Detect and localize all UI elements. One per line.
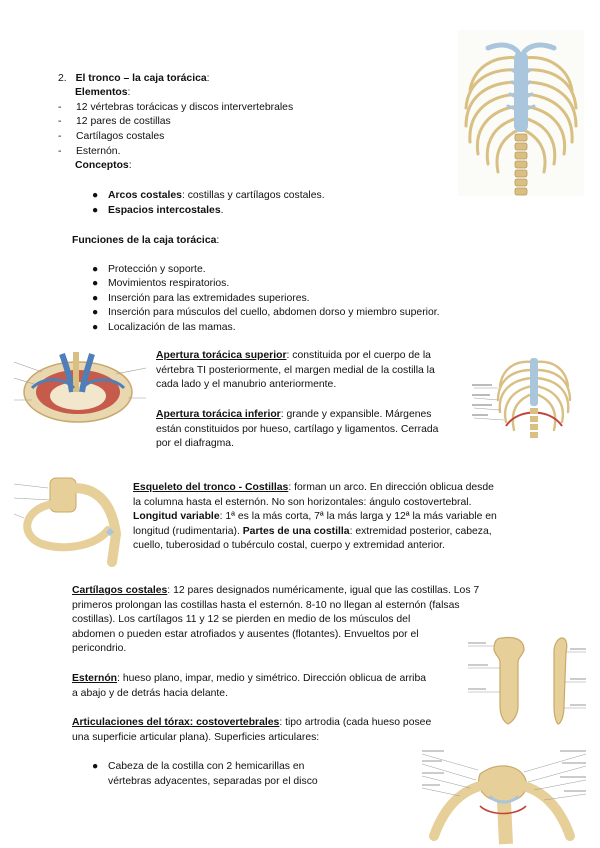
concept-term: Espacios intercostales — [108, 205, 221, 216]
list-item-text: 12 pares de costillas — [76, 116, 171, 127]
paragraph-line: : tipo artrodia (cada hueso posee — [279, 717, 432, 728]
concept-term: Arcos costales — [108, 190, 182, 201]
articulaciones-term: Articulaciones del tórax: costovertebrales — [72, 717, 280, 728]
paragraph-line: a abajo y de detrás hacia delante. — [72, 687, 228, 699]
paragraph-line: : 1ª es la más corta, 7ª la más larga y 12ª la más variable en — [219, 511, 497, 522]
list-item — [92, 321, 236, 336]
paragraph-line: cuello, tuberosidad o tubérculo costal, cuerpo y extremidad anterior. — [133, 540, 445, 551]
esqueleto-term: Esqueleto del tronco - Costillas — [133, 482, 289, 493]
conceptos-heading-text: Conceptos — [75, 160, 129, 171]
conceptos-heading-suffix: : — [128, 160, 132, 171]
list-item — [92, 263, 206, 278]
funciones-heading — [72, 234, 219, 249]
list-item — [92, 306, 440, 321]
list-item-text: Cartílagos costales — [76, 131, 165, 142]
paragraph-line: : extremidad posterior, cabeza, — [349, 525, 492, 537]
concept-text: . — [220, 205, 224, 216]
list-item-text: Inserción para músculos del cuello, abdomen dorso y miembro superior. — [108, 307, 440, 318]
paragraph-line: longitud (rudimentaria). — [133, 525, 243, 537]
elementos-heading-text: Elementos — [75, 87, 128, 98]
paragraph-line: una superficie articular plana). Superficies articulares: — [72, 731, 320, 743]
esternon-term: Esternón — [72, 673, 118, 684]
esqueleto-paragraph — [133, 481, 533, 554]
partes-term: Partes de una costilla — [242, 525, 350, 537]
elementos-heading — [75, 86, 130, 101]
apertura-superior-term: Apertura torácica superior — [156, 350, 287, 361]
bullet-line: Cabeza de la costilla con 2 hemicarillas en — [108, 761, 305, 772]
paragraph-line: están constituidos por hueso, cartílago y ligamentos. Cerrada — [156, 423, 439, 435]
bullet-icon: ● — [92, 322, 99, 333]
longitud-term: Longitud variable — [133, 511, 220, 522]
esternon-paragraph — [72, 672, 452, 701]
list-item-text: Movimientos respiratorios. — [108, 278, 230, 289]
rib-skeleton-illustration — [12, 474, 130, 568]
list-item: - Cartílagos costales — [58, 130, 61, 145]
elementos-heading-suffix: : — [127, 87, 131, 98]
articulaciones-bullet — [92, 760, 318, 787]
superior-aperture-illustration — [12, 348, 148, 432]
apertura-inferior-paragraph — [156, 408, 456, 452]
list-item — [92, 204, 224, 219]
list-item — [92, 292, 310, 307]
paragraph-line: : 12 pares designados numéricamente, igual que las costillas. Los 7 — [167, 585, 480, 596]
bullet-icon: ● — [92, 278, 99, 289]
paragraph-line: primeros prolongan las costillas hasta el esternón. 8-10 no llegan al esternón (falsas — [72, 599, 460, 611]
list-item-text: Localización de las mamas. — [108, 322, 236, 333]
bullet-icon: ● — [92, 190, 99, 201]
conceptos-heading — [75, 159, 132, 174]
bullet-icon: ● — [92, 205, 99, 216]
section-number: 2. — [58, 73, 67, 84]
bullet-icon: ● — [92, 307, 99, 318]
bullet-line: vértebras adyacentes, separadas por el disco — [108, 775, 318, 787]
section-heading — [58, 72, 210, 87]
list-item — [92, 277, 230, 292]
sternum-illustration — [466, 632, 588, 728]
funciones-heading-text: Funciones de la caja torácica — [72, 235, 217, 246]
list-item — [92, 189, 325, 204]
apertura-inferior-term: Apertura torácica inferior — [156, 409, 281, 420]
paragraph-line: la columna hasta el esternón. No son horizontales: ángulo costovertebral. — [133, 496, 472, 508]
concept-text: : costillas y cartílagos costales. — [181, 190, 325, 201]
inferior-aperture-illustration — [470, 348, 588, 444]
paragraph-line: : grande y expansible. Márgenes — [280, 409, 432, 420]
list-item: - Esternón. — [58, 145, 61, 160]
paragraph-line: costillas). Los cartílagos 11 y 12 se pierden en medio de los músculos del — [72, 614, 411, 625]
paragraph-line: abdomen o pueden estar atrofiados y ausentes (flotantes). Envueltos por el — [72, 628, 419, 640]
paragraph-line: por el diafragma. — [156, 438, 234, 449]
section-title: El tronco – la caja torácica — [75, 73, 207, 84]
list-item: - 12 vértebras torácicas y discos intervertebrales — [58, 101, 61, 116]
paragraph-line: : constituida por el cuerpo de la — [286, 350, 431, 361]
bullet-icon: ● — [92, 761, 99, 772]
list-item-text: Esternón. — [76, 146, 121, 157]
paragraph-line: pericondrio. — [72, 643, 127, 654]
bullet-icon: ● — [92, 293, 99, 304]
articulaciones-paragraph — [72, 716, 472, 745]
list-item: - 12 pares de costillas — [58, 115, 61, 130]
costovertebral-joint-illustration — [420, 746, 588, 846]
apertura-superior-paragraph — [156, 349, 456, 393]
thoracic-cage-illustration — [458, 30, 584, 196]
funciones-heading-suffix: : — [216, 235, 220, 246]
list-item-text: 12 vértebras torácicas y discos intervertebrales — [76, 102, 294, 113]
list-item-text: Protección y soporte. — [108, 264, 206, 275]
bullet-icon: ● — [92, 264, 99, 275]
paragraph-line: : hueso plano, impar, medio y simétrico. Dirección oblicua de arriba — [117, 673, 427, 684]
section-title-suffix: : — [206, 73, 210, 84]
paragraph-line: : forman un arco. En dirección oblicua desde — [288, 482, 494, 493]
list-item-text: Inserción para las extremidades superiores. — [108, 293, 310, 304]
cartilagos-term: Cartílagos costales — [72, 585, 168, 596]
paragraph-line: cada lado y el manubrio anteriormente. — [156, 379, 337, 390]
paragraph-line: vértebra TI posteriormente, el margen medial de la costilla la — [156, 364, 435, 376]
